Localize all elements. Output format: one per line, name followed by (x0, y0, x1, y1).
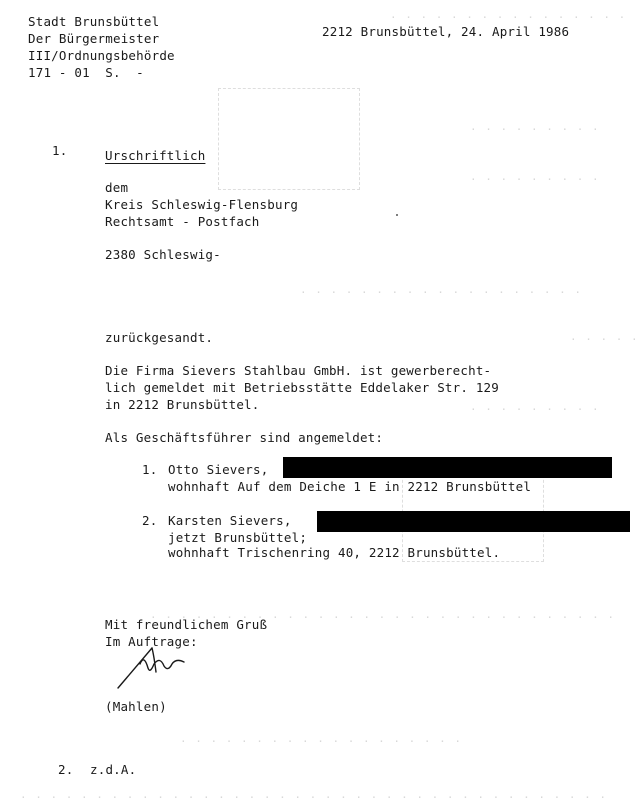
director-number: 2. (142, 513, 158, 528)
director-address: wohnhaft Auf dem Deiche 1 E in 2212 Brunsbüttel (168, 479, 532, 494)
bleed-through-line: . . . . . . . . . . . . . . . . . . . (300, 283, 583, 296)
bleed-through-line: . . . . . (570, 330, 639, 343)
item-number-2: 2. (58, 762, 74, 777)
sender-mayor: Der Bürgermeister (28, 31, 160, 46)
handwritten-signature (112, 642, 202, 692)
bleed-through-line: . . . . . . . . . . . . . . . . . . . (180, 732, 463, 745)
file-reference: 171 - 01 S. - (28, 65, 144, 80)
recipient-city: 2380 Schleswig- (105, 247, 221, 262)
sender-office: III/Ordnungsbehörde (28, 48, 175, 63)
director-name: Karsten Sievers, (168, 513, 292, 528)
director-name: Otto Sievers, (168, 462, 269, 477)
redaction-bar (283, 457, 612, 478)
body-line: in 2212 Brunsbüttel. (105, 397, 260, 412)
recipient-line: Kreis Schleswig-Flensburg (105, 197, 299, 212)
place-and-date: 2212 Brunsbüttel, 24. April 1986 (322, 24, 570, 39)
director-address: wohnhaft Trischenring 40, 2212 Brunsbüttel. (168, 545, 501, 560)
bleed-through-line: . . . . . . . . . (470, 170, 600, 183)
filing-note: z.d.A. (90, 762, 137, 777)
director-number: 1. (142, 462, 158, 477)
signer-name: (Mahlen) (105, 699, 167, 714)
ink-speck (396, 214, 398, 216)
bleed-through-line: . . . . . . . . . (470, 120, 600, 133)
directors-heading: Als Geschäftsführer sind angemeldet: (105, 430, 384, 445)
bleed-through-line: . . . . . . . . . . . . . . . . . . . . . . . . . . . . . . . . . . . . . . . (20, 788, 607, 799)
returned-note: zurückgesandt. (105, 330, 214, 345)
recipient-line: Rechtsamt - Postfach (105, 214, 260, 229)
body-line: Die Firma Sievers Stahlbau GmbH. ist gewerberecht- (105, 363, 492, 378)
bleed-through-line: . . . . . . . . . . . . . . . . (390, 8, 627, 21)
item-number-1: 1. (52, 143, 68, 158)
body-line: lich gemeldet mit Betriebsstätte Eddelaker Str. 129 (105, 380, 500, 395)
bleed-through-stamp (218, 88, 360, 190)
closing-on-behalf: Im Auftrage: (105, 634, 198, 649)
bleed-through-line: . . . . . . . . . (470, 400, 600, 413)
redaction-bar (317, 511, 630, 532)
director-address: jetzt Brunsbüttel; (168, 530, 308, 545)
bleed-through-line: . . . . . . . . . . . . . . . . . . . . . . . . . . . . . . . (150, 608, 615, 621)
sender-city: Stadt Brunsbüttel (28, 14, 160, 29)
recipient-line: dem (105, 180, 129, 195)
closing-greeting: Mit freundlichem Gruß (105, 617, 268, 632)
item-heading: Urschriftlich (105, 148, 206, 163)
